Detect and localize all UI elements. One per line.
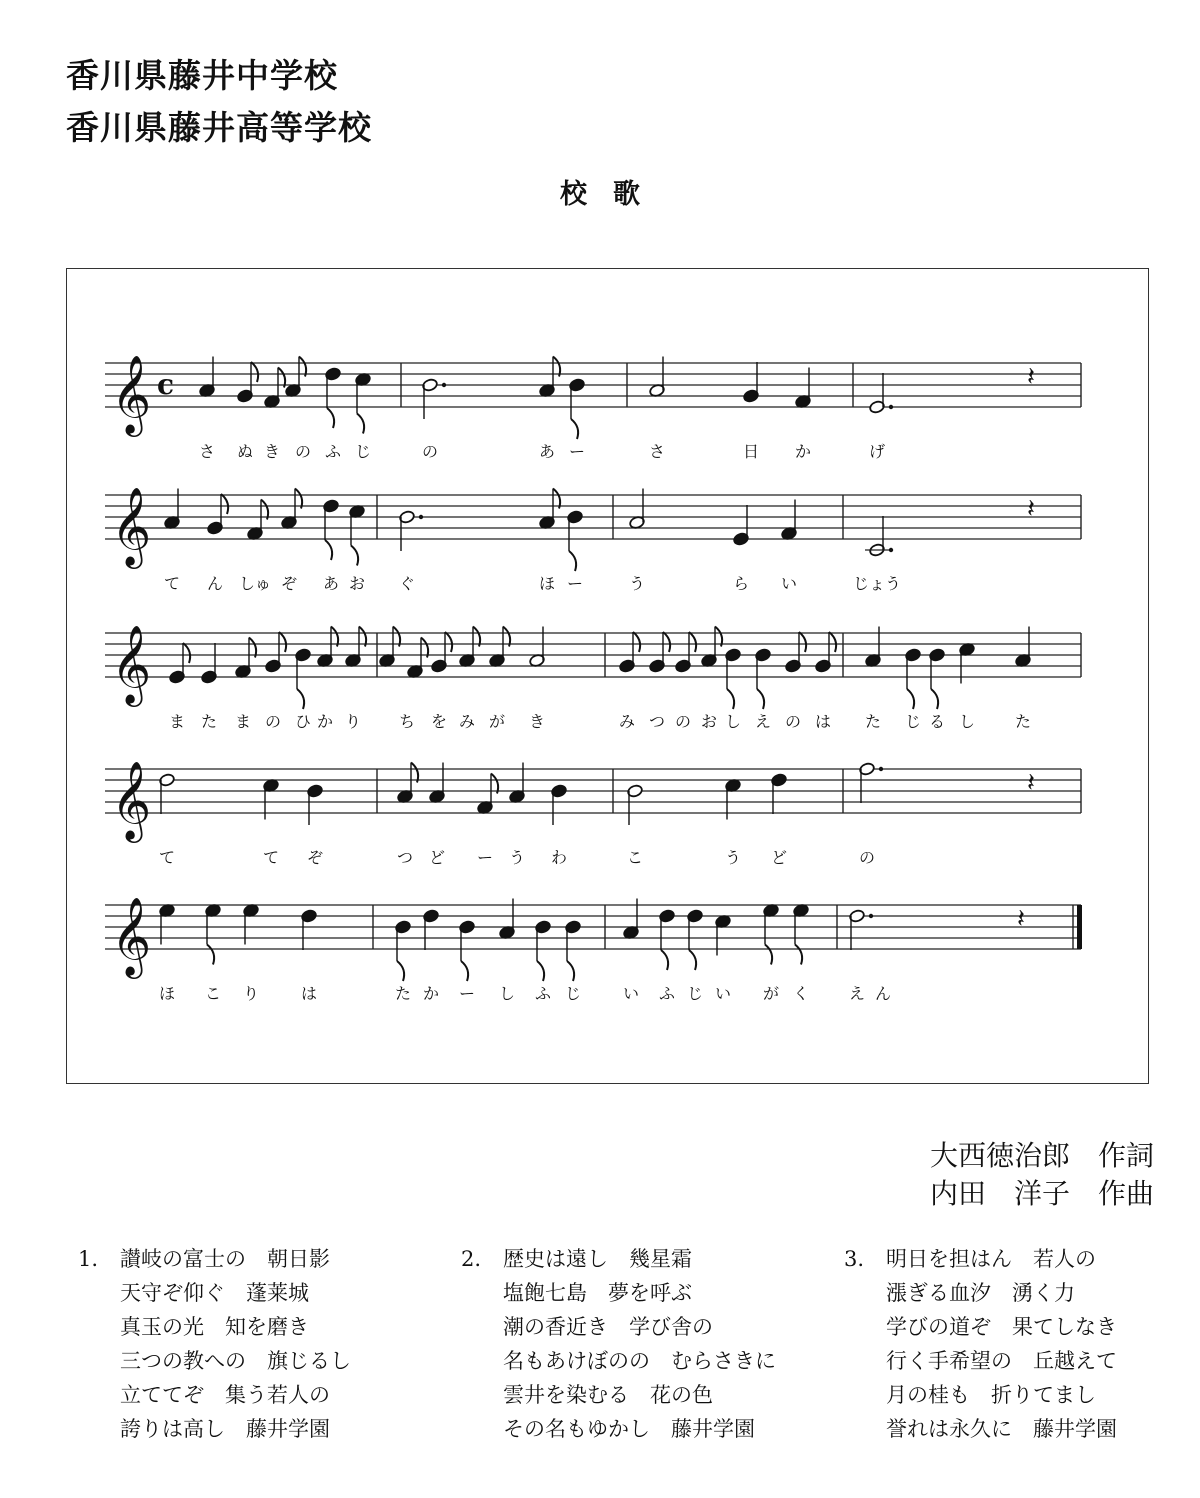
verse-line: 三つの教への 旗じるし xyxy=(120,1349,351,1373)
verse-line: その名もゆかし 藤井学園 xyxy=(503,1417,755,1441)
lyric-syllable: ま xyxy=(234,712,252,731)
note-flag xyxy=(567,961,574,981)
lyric-syllable: み xyxy=(618,712,636,731)
verse-3 xyxy=(844,1242,1117,1446)
lyric-syllable: て xyxy=(262,848,280,867)
dot xyxy=(889,548,893,552)
note-flag xyxy=(633,632,640,652)
lyric-syllable: の xyxy=(264,712,282,731)
lyric-syllable: ー xyxy=(476,848,494,867)
lyric-syllable: お xyxy=(348,574,366,593)
lyric-syllable: の xyxy=(674,712,692,731)
treble-clef: 𝄞 xyxy=(111,487,152,566)
dot xyxy=(442,383,446,387)
dot xyxy=(419,515,423,519)
lyric-syllable: り xyxy=(344,712,362,731)
note-flag xyxy=(297,689,304,709)
lyric-syllable: ー xyxy=(568,442,586,461)
verse-line: 讃岐の富士の 朝日影 xyxy=(120,1247,330,1271)
note-flag xyxy=(757,689,764,709)
verse-line: 漲ぎる血汐 湧く力 xyxy=(886,1281,1075,1305)
lyric-syllable: か xyxy=(422,984,440,1003)
lyric-syllable: じ xyxy=(354,442,372,461)
note-flag xyxy=(357,414,364,434)
lyric-syllable: い xyxy=(714,984,732,1003)
note-flag xyxy=(207,945,214,965)
verse-line: 真玉の光 知を磨き xyxy=(120,1315,309,1339)
lyric-syllable: ぞ xyxy=(280,574,298,593)
lyric-syllable: ん xyxy=(874,984,892,1003)
verse-number: 3. xyxy=(844,1247,865,1271)
lyric-syllable: た xyxy=(1014,712,1032,731)
lyric-syllable: じょう xyxy=(852,574,902,593)
composer-credit: 内田 洋子 作曲 xyxy=(929,1177,1154,1210)
lyric-syllable: う xyxy=(724,848,742,867)
lyric-syllable: う xyxy=(628,574,646,593)
lyric-syllable: ら xyxy=(732,574,750,593)
lyric-syllable: の xyxy=(858,848,876,867)
note-flag xyxy=(727,689,734,709)
lyric-syllable: ぞ xyxy=(306,848,324,867)
lyric-syllable: の xyxy=(784,712,802,731)
quarter-rest: 𝄽 xyxy=(1027,362,1035,392)
lyric-syllable: る xyxy=(928,712,946,731)
lyric-syllable: ー xyxy=(566,574,584,593)
lyric-syllable: え xyxy=(754,712,772,731)
lyric-syllable: ぬ xyxy=(236,442,254,461)
note-flag xyxy=(765,945,772,965)
lyric-syllable: き xyxy=(263,442,281,461)
lyric-syllable: た xyxy=(864,712,882,731)
note-flag xyxy=(445,632,452,652)
lyric-syllable: が xyxy=(488,712,506,731)
lyric-syllable: が xyxy=(762,984,780,1003)
dot xyxy=(869,914,873,918)
lyric-syllable: ど xyxy=(770,848,788,867)
lyric-syllable: ー xyxy=(458,984,476,1003)
lyric-syllable: は xyxy=(814,712,832,731)
lyric-syllable: た xyxy=(200,712,218,731)
lyric-syllable: つ xyxy=(648,712,666,731)
note-flag xyxy=(689,632,696,652)
staff-system xyxy=(105,355,1081,461)
note-flag xyxy=(325,540,332,560)
lyric-syllable: ん xyxy=(206,574,224,593)
verse-line: 月の桂も 折りてまし xyxy=(886,1383,1096,1407)
lyric-syllable: し xyxy=(958,712,976,731)
lyric-syllable: え xyxy=(848,984,866,1003)
treble-clef: 𝄞 xyxy=(111,355,152,434)
lyric-syllable: か xyxy=(794,442,812,461)
verse-line: 行く手希望の 丘越えて xyxy=(886,1349,1117,1373)
lyric-syllable: を xyxy=(430,712,448,731)
note-flag xyxy=(795,945,802,965)
dot xyxy=(879,767,883,771)
note-flag xyxy=(279,632,286,652)
treble-clef: 𝄞 xyxy=(111,625,152,704)
lyric-syllable: は xyxy=(300,984,318,1003)
note-flag xyxy=(221,494,228,514)
sheet-music-frame xyxy=(66,268,1149,1084)
note-flag xyxy=(397,961,404,981)
lyric-syllable: じ xyxy=(686,984,704,1003)
lyric-syllable: ふ xyxy=(658,984,676,1003)
verse-line: 潮の香近き 学び舎の xyxy=(503,1315,713,1339)
verse-line: 塩飽七島 夢を呼ぶ xyxy=(503,1281,692,1305)
note-flag xyxy=(571,419,578,439)
lyric-syllable: ど xyxy=(428,848,446,867)
note-flag xyxy=(907,689,914,709)
note-flag xyxy=(689,950,696,970)
sheet-music xyxy=(67,269,1147,1083)
note-flag xyxy=(251,362,258,382)
lyric-syllable: の xyxy=(421,442,439,461)
lyric-syllable: じ xyxy=(564,984,582,1003)
quarter-rest: 𝄽 xyxy=(1027,494,1035,524)
lyric-syllable: こ xyxy=(204,984,222,1003)
lyric-syllable: お xyxy=(700,712,718,731)
quarter-rest: 𝄽 xyxy=(1027,768,1035,798)
verse-1 xyxy=(78,1242,351,1446)
verse-line: 名もあけぼのの むらさきに xyxy=(503,1349,776,1373)
school-name-junior-high: 香川県藤井中学校 xyxy=(66,56,338,95)
treble-clef: 𝄞 xyxy=(111,897,152,976)
note-flag xyxy=(799,632,806,652)
lyric-syllable: く xyxy=(792,984,810,1003)
lyric-syllable: じ xyxy=(904,712,922,731)
verse-line: 明日を担はん 若人の xyxy=(886,1247,1096,1271)
lyric-syllable: こ xyxy=(626,848,644,867)
song-title: 校歌 xyxy=(560,179,666,210)
dot xyxy=(889,405,893,409)
lyric-syllable: み xyxy=(458,712,476,731)
lyric-syllable: か xyxy=(316,712,334,731)
lyric-syllable: ふ xyxy=(324,442,342,461)
verse-line: 雲井を染むる 花の色 xyxy=(503,1383,713,1407)
lyric-syllable: ひ xyxy=(294,712,312,731)
staff-system xyxy=(105,897,1082,1003)
lyric-syllable: き xyxy=(528,712,546,731)
lyric-syllable: ほ xyxy=(158,984,176,1003)
lyric-syllable: わ xyxy=(550,848,568,867)
quarter-rest: 𝄽 xyxy=(1017,904,1025,934)
verse-number: 1. xyxy=(78,1247,99,1271)
lyric-syllable: う xyxy=(508,848,526,867)
note-flag xyxy=(461,961,468,981)
note-flag xyxy=(183,643,190,663)
note-flag xyxy=(537,961,544,981)
lyric-syllable: ふ xyxy=(534,984,552,1003)
note-flag xyxy=(829,632,836,652)
staff-system xyxy=(105,625,1081,731)
lyric-syllable: あ xyxy=(322,574,340,593)
verse-line: 誇りは高し 藤井学園 xyxy=(120,1417,330,1441)
staff-system xyxy=(105,761,1081,867)
verse-line: 誉れは永久に 藤井学園 xyxy=(886,1417,1117,1441)
lyricist-credit: 大西徳治郎 作詞 xyxy=(929,1139,1154,1172)
lyric-syllable: し xyxy=(724,712,742,731)
lyric-syllable: い xyxy=(780,574,798,593)
school-name-high-school: 香川県藤井高等学校 xyxy=(66,108,372,147)
lyric-syllable: げ xyxy=(868,442,886,461)
lyric-syllable: ま xyxy=(168,712,186,731)
verse-number: 2. xyxy=(461,1247,482,1271)
note-flag xyxy=(351,546,358,566)
verse-line: 学びの道ぞ 果てしなき xyxy=(886,1315,1117,1339)
verse-line: 立ててぞ 集う若人の xyxy=(120,1383,330,1407)
lyric-syllable: 日 xyxy=(742,442,760,461)
lyric-syllable: ぐ xyxy=(398,574,416,593)
lyric-syllable: い xyxy=(622,984,640,1003)
note-flag xyxy=(661,950,668,970)
treble-clef: 𝄞 xyxy=(111,761,152,840)
lyric-syllable: て xyxy=(163,574,181,593)
note-flag xyxy=(663,632,670,652)
lyric-syllable: しゅ xyxy=(238,574,272,593)
note-flag xyxy=(327,408,334,428)
lyric-syllable: の xyxy=(294,442,312,461)
lyric-syllable: さ xyxy=(648,442,666,461)
lyric-syllable: り xyxy=(242,984,260,1003)
lyric-syllable: さ xyxy=(198,442,216,461)
lyric-syllable: し xyxy=(498,984,516,1003)
lyric-syllable: ほ xyxy=(538,574,556,593)
time-signature: c xyxy=(157,368,175,401)
lyric-syllable: た xyxy=(394,984,412,1003)
lyric-syllable: ち xyxy=(398,712,416,731)
verse-2 xyxy=(461,1242,776,1446)
staff-system xyxy=(105,487,1081,593)
final-barline-thick xyxy=(1077,905,1082,949)
lyric-syllable: つ xyxy=(396,848,414,867)
lyric-syllable: て xyxy=(158,848,176,867)
verse-line: 歴史は遠し 幾星霜 xyxy=(503,1247,692,1271)
verse-line: 天守ぞ仰ぐ 蓬莱城 xyxy=(120,1281,309,1305)
note-flag xyxy=(931,689,938,709)
lyric-syllable: あ xyxy=(538,442,556,461)
note-flag xyxy=(569,551,576,571)
